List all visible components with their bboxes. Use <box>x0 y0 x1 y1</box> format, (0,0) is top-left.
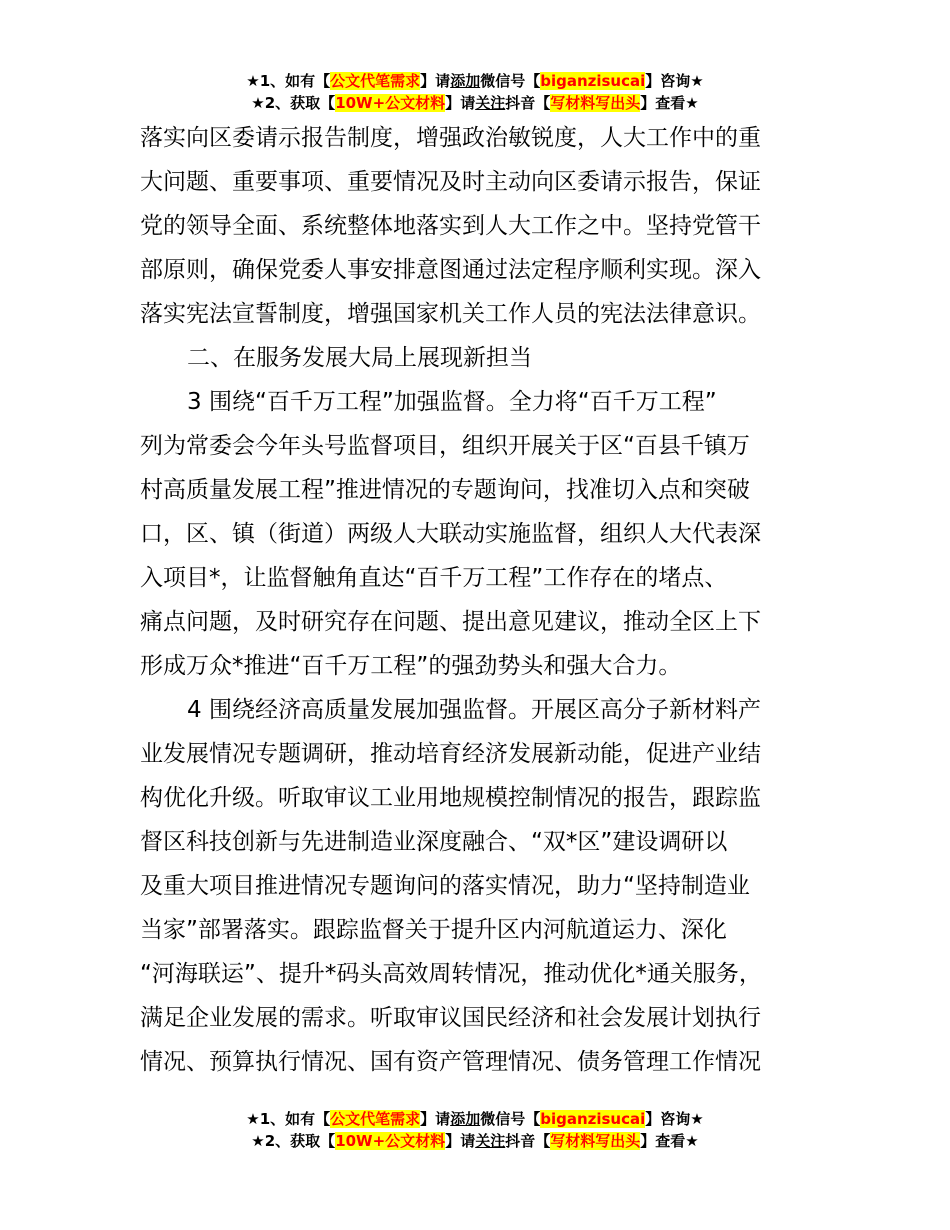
promo-line-1 <box>0 70 950 92</box>
promo-highlight: 公文代笔需求 <box>330 72 421 90</box>
promo-text: 】查看★ <box>640 94 699 112</box>
promo-text: 】请 <box>445 1132 476 1150</box>
promo-text: 抖音【 <box>505 94 551 112</box>
text-line: 业发展情况专题调研，推动培育经济发展新动能，促进产业结 <box>140 741 761 767</box>
text-line: 4 围绕经济高质量发展加强监督。开展区高分子新材料产 <box>187 697 761 723</box>
promo-text: 】咨询★ <box>645 72 704 90</box>
text-line: 构优化升级。听取审议工业用地规模控制情况的报告，跟踪监 <box>140 785 761 811</box>
text-line: 口，区、镇（街道）两级人大联动实施监督，组织人大代表深 <box>140 521 761 547</box>
promo-text: 】请 <box>420 1110 451 1128</box>
promo-text: 】请 <box>445 94 476 112</box>
text-line: 及重大项目推进情况专题询问的落实情况，助力“坚持制造业 <box>140 873 750 899</box>
promo-line-2 <box>0 92 950 114</box>
promo-highlight: 10W+公文材料 <box>335 94 446 112</box>
text-line: 列为常委会今年头号监督项目，组织开展关于区“百县千镇万 <box>140 433 750 459</box>
text-line: 情况、预算执行情况、国有资产管理情况、债务管理工作情况 <box>140 1049 761 1075</box>
document-body <box>140 116 830 1084</box>
text-line: “河海联运”、提升*码头高效周转情况，推动优化*通关服务， <box>140 961 762 987</box>
promo-text: 】请 <box>420 72 451 90</box>
text-line: 3 围绕“百千万工程”加强监督。全力将“百千万工程” <box>187 389 717 415</box>
text-line: 落实宪法宣誓制度，增强国家机关工作人员的宪法法律意识。 <box>140 301 761 327</box>
text-line: 入项目*，让监督触角直达“百千万工程”工作存在的堵点、 <box>140 565 728 591</box>
promo-line-2 <box>0 1130 950 1152</box>
promo-highlight: 10W+公文材料 <box>335 1132 446 1150</box>
text-line: 落实向区委请示报告制度，增强政治敏锐度，人大工作中的重 <box>140 125 761 151</box>
text-line: 满足企业发展的需求。听取审议国民经济和社会发展计划执行 <box>140 1005 761 1031</box>
promo-highlight: biganzisucai <box>540 1110 646 1128</box>
footer-promo-banner <box>0 1108 950 1152</box>
promo-text: ★2、获取【 <box>251 94 336 112</box>
text-line: 党的领导全面、系统整体地落实到人大工作之中。坚持党管干 <box>140 213 761 239</box>
promo-text: ★2、获取【 <box>251 1132 336 1150</box>
promo-text: ★1、如有【 <box>246 1110 331 1128</box>
promo-underlined: 添加 <box>450 72 481 90</box>
promo-underlined: 关注 <box>475 94 506 112</box>
promo-highlight: 写材料写出头 <box>550 1132 641 1150</box>
promo-text: 】查看★ <box>640 1132 699 1150</box>
promo-highlight: 公文代笔需求 <box>330 1110 421 1128</box>
text-line: 村高质量发展工程”推进情况的专题询问，找准切入点和突破 <box>140 477 750 503</box>
section-heading: 二、在服务发展大局上展现新担当 <box>187 345 532 371</box>
text-line: 大问题、重要事项、重要情况及时主动向区委请示报告，保证 <box>140 169 761 195</box>
header-promo-banner <box>0 70 950 114</box>
promo-highlight: 写材料写出头 <box>550 94 641 112</box>
promo-text: 】咨询★ <box>645 1110 704 1128</box>
paragraph-2 <box>140 380 830 688</box>
text-line: 部原则，确保党委人事安排意图通过法定程序顺利实现。深入 <box>140 257 761 283</box>
promo-highlight: biganzisucai <box>540 72 646 90</box>
promo-text: 抖音【 <box>505 1132 551 1150</box>
paragraph-1 <box>140 116 830 336</box>
promo-text: 微信号【 <box>480 72 541 90</box>
paragraph-3 <box>140 688 830 1084</box>
text-line: 当家”部署落实。跟踪监督关于提升区内河航道运力、深化 <box>140 917 727 943</box>
text-line: 督区科技创新与先进制造业深度融合、“双*区”建设调研以 <box>140 829 728 855</box>
promo-text: 微信号【 <box>480 1110 541 1128</box>
promo-text: ★1、如有【 <box>246 72 331 90</box>
promo-underlined: 添加 <box>450 1110 481 1128</box>
promo-line-1 <box>0 1108 950 1130</box>
text-line: 形成万众*推进“百千万工程”的强劲势头和强大合力。 <box>140 653 682 679</box>
text-line: 痛点问题，及时研究存在问题、提出意见建议，推动全区上下 <box>140 609 761 635</box>
promo-underlined: 关注 <box>475 1132 506 1150</box>
